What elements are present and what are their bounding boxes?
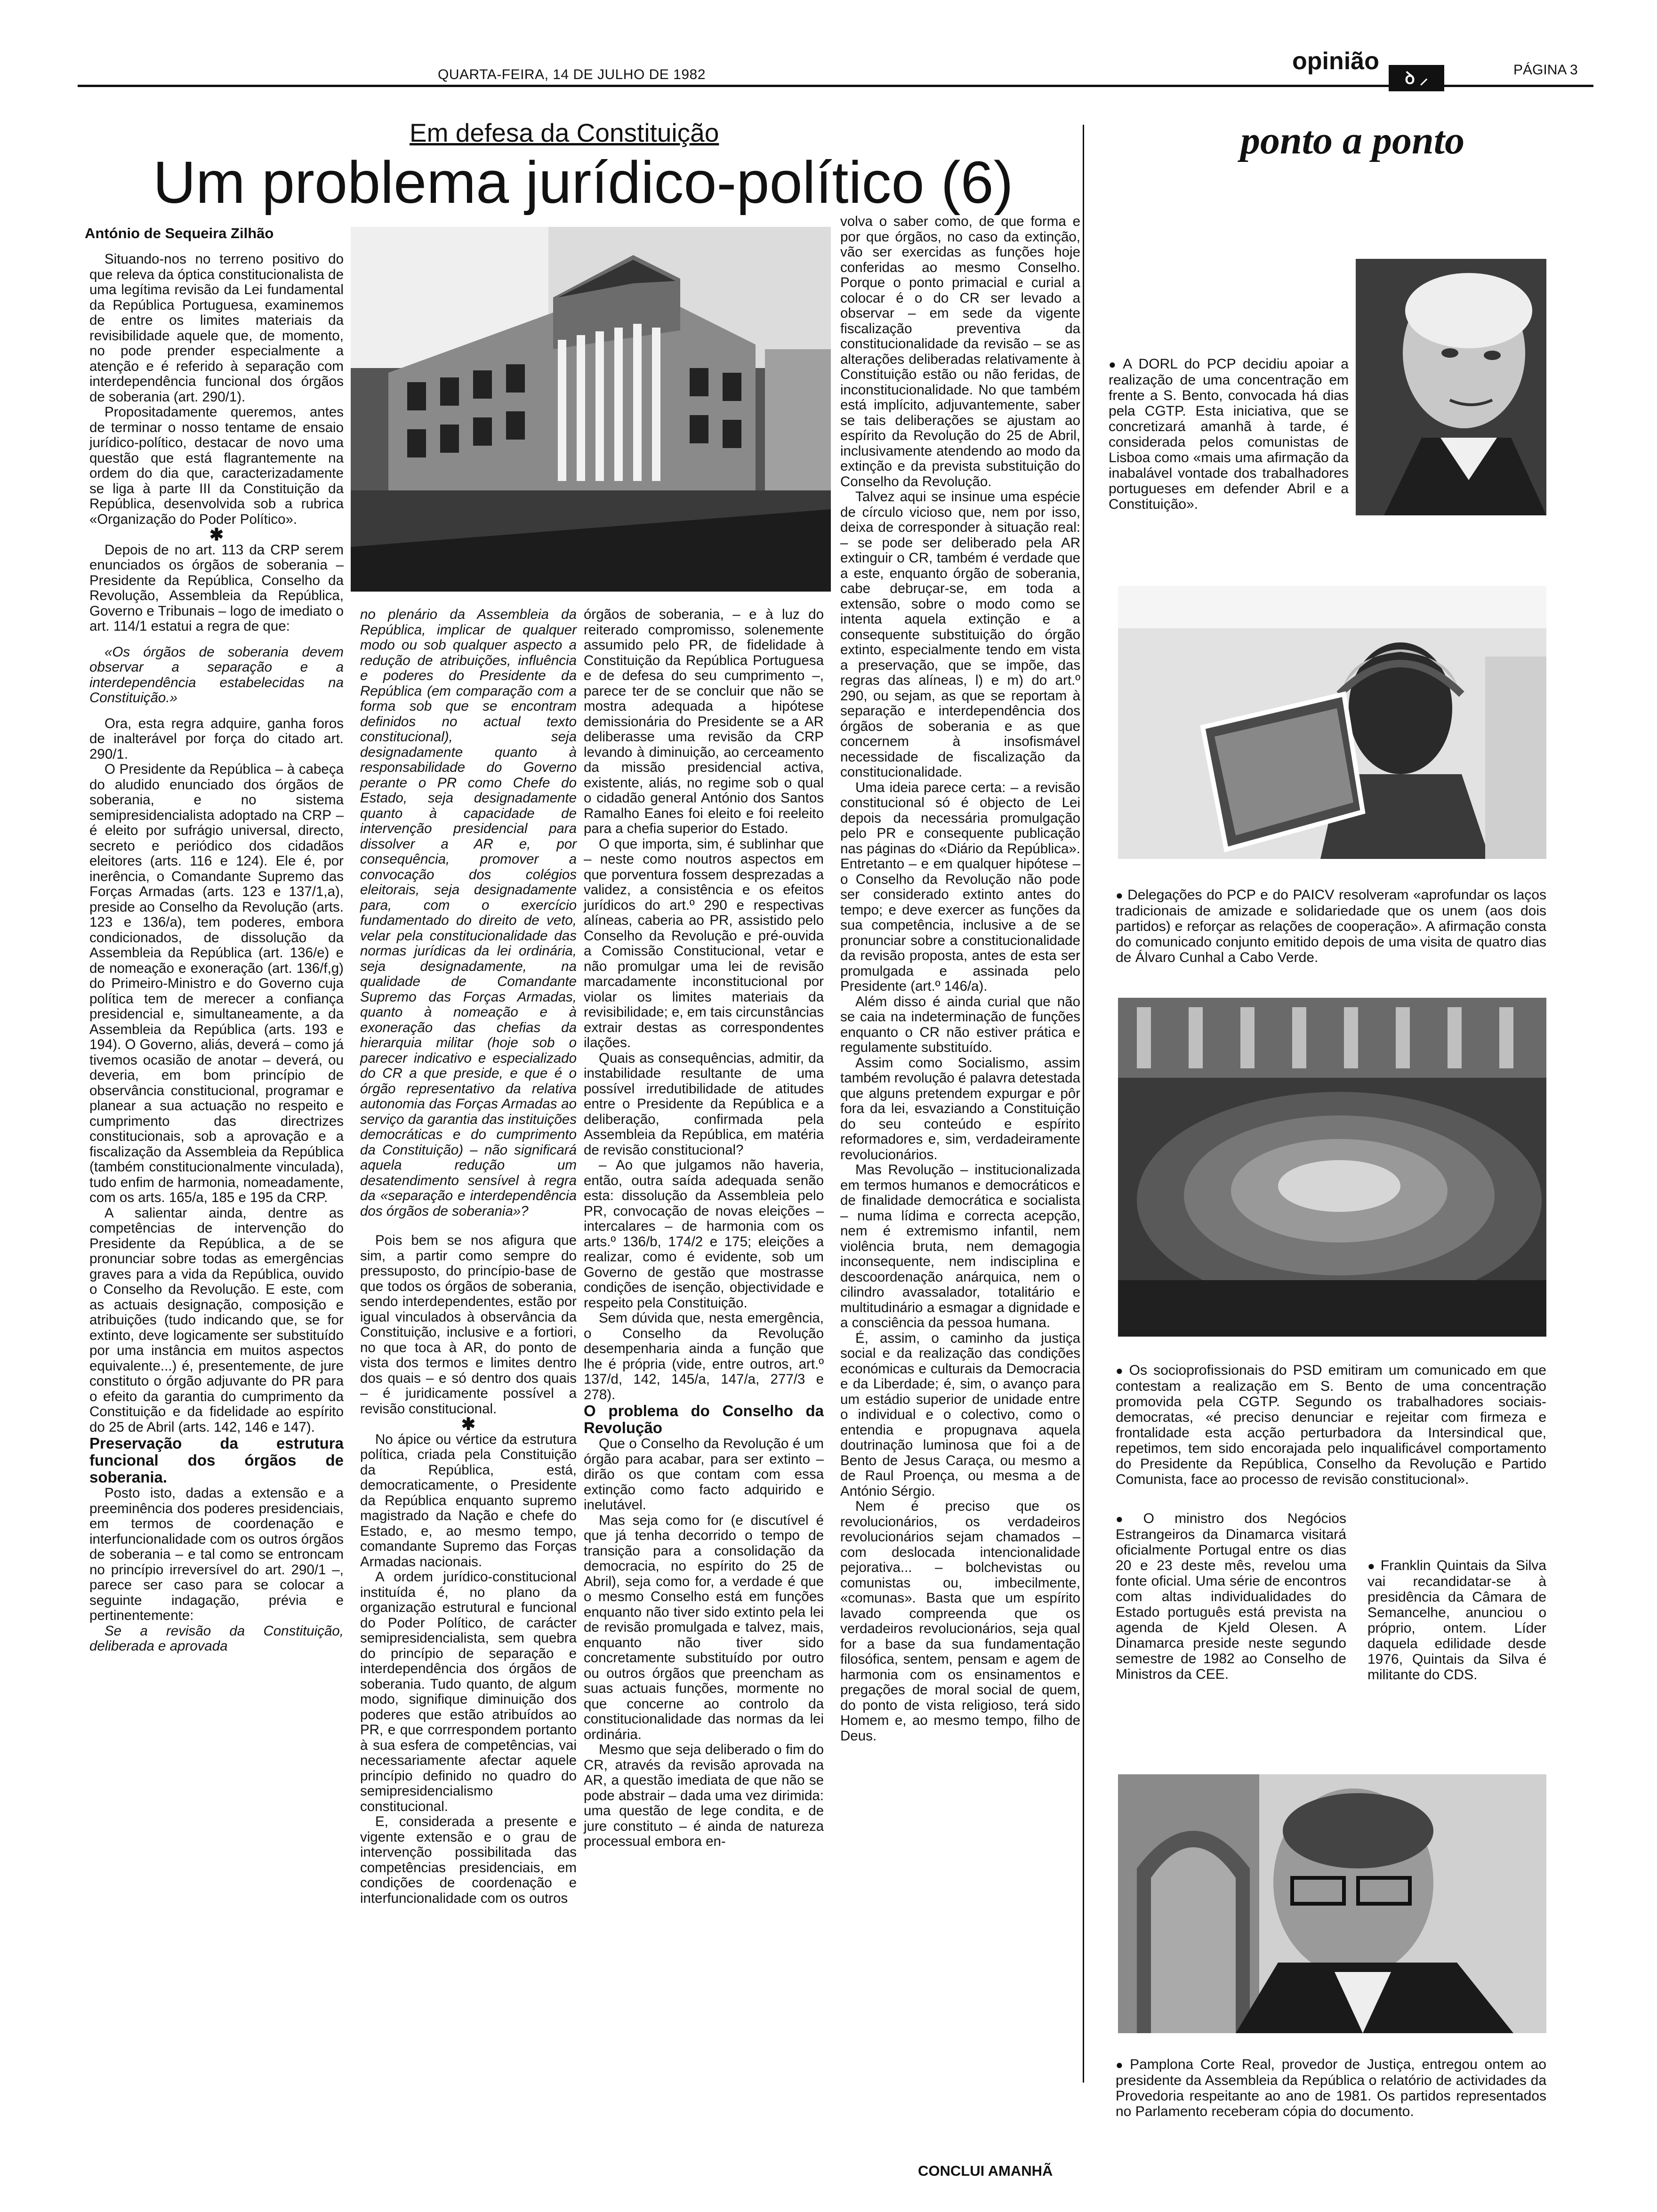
paragraph: A ordem jurídico-constitucional instituída é, no plano da organização estrutural e funcional do Poder Político, de carácter semipresidencialista, sem quebra do princípio de separação e interdependência dos órgãos de soberania. Tudo quanto, de algum modo, signifique diminuição dos poderes que estão atribuídos ao PR, e que corrrespondem portanto à sua esfera de competências, vai necessariamente afectar aquele princípio definido no quadro do semipresidencialismo constitucional.: [360, 1569, 577, 1814]
paragraph: É, assim, o caminho da justiça social e da realização das condições económicas e culturais da Democracia e da Liberdade; é, sim, o avanço para um estádio superior de unidade entre o individual e o colectivo, como o entendia e propugnava aquela doutrinação luminosa que foi a de Bento de Jesus Caraça, ou mesmo a de Raul Proença, ou mesma a de António Sérgio.: [840, 1330, 1080, 1499]
masthead-rule: [78, 85, 1593, 87]
paragraph: – Ao que julgamos não haveria, então, outra saída adequada senão esta: dissolução da Assembleia pelo PR, convocação de novas eleições – intercalares – de harmonia com os arts.º 136/b, 174/2 e 175; eleições a realizar, como é evidente, sob um Governo de gestão que mostrasse condições de isenção, objectividade e respeito pela Constituição.: [584, 1157, 824, 1311]
separator-star: ✱: [461, 1414, 476, 1434]
paragraph: no plenário da Assembleia da República, implicar de qualquer modo ou sob qualquer aspecto a redução de atribuições, influência e poderes do Presidente da República (em comparação com a forma sob que se encontram definidos no actual texto constitucional), seja designadamente quanto à responsabilidade do Governo perante o PR como Chefe do Estado, seja designadamente quanto à capacidade de intervenção presidencial para dissolver a AR e, por consequência, promover a convocação dos colégios eleitorais, seja designadamente para, com o exercício fundamentado do direito de veto, velar pela constitucionalidade das normas jurídicas da lei ordinária, seja designadamente, na qualidade de Comandante Supremo das Forças Armadas, quanto à nomeação e à exoneração das chefias da hierarquia militar (hoje sob o parecer indicativo e especializado do CR a que preside, e que é o órgão representativo da relativa autonomia das Forças Armadas ao serviço da garantia das instituições democráticas e do cumprimento da Constituição) – não significará aquela redução um desatendimento sensível à regra da «separação e interdependência dos órgãos de soberania»?: [360, 607, 577, 1219]
article-column-2: [360, 607, 577, 2196]
sidebar-divider: [1083, 125, 1084, 2083]
bullet-icon: ●: [1109, 357, 1119, 371]
page-number: PÁGINA 3: [1513, 62, 1578, 78]
sidebar-item-2: [1116, 887, 1546, 967]
paragraph: Mas seja como for (e discutível é que já tenha decorrido o tempo de transição para a consolidação da democracia, no espírito do 25 de Abril), seja como for, a verdade é que o mesmo Conselho está em funções enquanto não tiver sido extinto pela lei de revisão promulgada e talvez, mais, enquanto não tiver sido concretamente substituído por outro ou outros órgãos que preencham as suas actuais funções, mormente no que concerne ao controlo da constitucionalidade das normas da lei ordinária.: [584, 1512, 824, 1742]
paragraph: O Presidente da República – à cabeça do aludido enunciado dos órgãos de soberania, e no sistema semipresidencialista adoptado na CRP – é eleito por sufrágio universal, directo, secreto e periódico dos cidadãos eleitores (arts. 116 e 124). Ele é, por inerência, o Comandante Supremo das Forças Armadas (arts. 123 e 137/1,a), preside ao Conselho da Revolução (arts. 123 e 136/a), tem poderes, embora condicionados, de dissolução da Assembleia da República (art. 136/e) e de nomeação e exoneração (art. 136/f,g) do Primeiro-Ministro e do Governo cuja política tem de merecer a confiança presidencial e, simultaneamente, a da Assembleia da República (arts. 193 e 194). O Governo, aliás, deverá – como já tivemos ocasião de anotar – deverá, ou deveria, em bom princípio de observância constitucional, programar e planear a sua actuação no respeito e cumprimento das directrizes constitucionais, sob a aprovação e a fiscalização da Assembleia da República (também constitucionalmente vinculada), tudo enfim de harmonia, nomeadamente, com os arts. 165/a, 185 e 195 da CRP.: [89, 761, 344, 1205]
sidebar-item-text: A DORL do PCP decidiu apoiar a realização de uma concentração em frente a S. Bento, convocada há dias pela CGTP. Esta iniciativa, que se concretizará amanhã à tarde, é considerada pelos comunistas de Lisboa como «mais uma afirmação da inabalável vontade dos trabalhadores portugueses em defender Abril e a Constituição».: [1109, 356, 1349, 512]
article-author: António de Sequeira Zilhão: [85, 225, 274, 241]
paragraph: Ora, esta regra adquire, ganha foros de inalterável por força do citado art. 290/1.: [89, 715, 344, 762]
bullet-icon: ●: [1116, 2058, 1126, 2072]
paragraph: Depois de no art. 113 da CRP serem enunciados os órgãos de soberania – Presidente da República, Conselho da Revolução, Assembleia da República, Governo e Tribunais – logo de imediato o art. 114/1 estatui a regra de que:: [89, 542, 344, 634]
subheading: O problema do Conselho da Revolução: [584, 1402, 824, 1436]
section-label: opinião: [1292, 48, 1379, 75]
paragraph: Mesmo que seja deliberado o fim do CR, através da revisão aprovada na AR, a questão imediata de que não se pode abstrair – dada uma vez dirimida: uma questão de lege condita, e de jure constituto – é ainda de natureza processual embora en-: [584, 1742, 824, 1849]
paragraph: Situando-nos no terreno positivo do que releva da óptica constitucionalista de uma legítima revisão da Lei fundamental da República Portuguesa, examinemos de entre os limites materiais da revisibilidade aquele que, de momento, no pode prender especialmente a atenção e é referido à separação com interdependência funcional dos órgãos de soberania (art. 290/1).: [89, 251, 344, 405]
section-logo: ꝺ ⸝: [1389, 65, 1444, 91]
paragraph: volva o saber como, de que forma e por que órgãos, no caso da extinção, vão ser exercidas as funções hoje conferidas ao mesmo Conselho. Porque o ponto primacial e curial a colocar é o do CR ser levado a observar – em sede da vigente fiscalização preventiva da constitucionalidade da revisão – se as alterações deliberadas relativamente à Constituição estão ou não feridas, de inconstitucionalidade. No que também está implícito, adjuvantemente, saber se tais deliberações se ajustam ao espírito da Revolução do 25 de Abril, inclusivamente atendendo ao modo da extinção e da prevista substituição do Conselho da Revolução.: [840, 214, 1080, 489]
masthead-date: QUARTA-FEIRA, 14 DE JULHO DE 1982: [438, 67, 706, 82]
paragraph: Uma ideia parece certa: – a revisão constitucional só é objecto de Lei depois da necessária promulgação pelo PR e consequente publicação nas páginas do «Diário da República». Entretanto – e em qualquer hipótese – o Conselho da Revolução não pode ser considerado extinto antes do tempo; e deve exercer as funções da sua competência, inclusive a de se pronunciar sobre a constitucionalidade da revisão proposta, antes de esta ser promulgada e assinada pelo Presidente (art.º 146/a).: [840, 779, 1080, 994]
sidebar-item-3: [1116, 1362, 1546, 1487]
sidebar-item-text: Os socioprofissionais do PSD emitiram um comunicado em que contestam a realização em S. Bento de uma concentração promovida pela CGTP. Segundo os trabalhadores sociais-democratas, «é preciso denunciar e rejeitar com firmeza e frontalidade esta acção perturbadora da Intersindical que, repetimos, tem sido encorajada pelo inqualificável comportamento do Presidente da República, Conselho da Revolução e Partido Comunista, face ao processo de revisão constitucional».: [1116, 1362, 1546, 1487]
paragraph: O que importa, sim, é sublinhar que – neste como noutros aspectos em que porventura fossem desprezadas a validez, a consistência e os efeitos jurídicos do art.º 290 e respectivas alíneas, caberia ao PR, assistido pelo Conselho da Revolução e pré-ouvida a Comissão Constitucional, vetar e não promulgar uma lei de revisão marcadamente inconstitucional por violar os limites materiais da revisibilidade; e, em tais circunstâncias extrair destas as correspondentes ilações.: [584, 836, 824, 1050]
sidebar-photo-woman: [1356, 259, 1546, 515]
article-column-1: [89, 252, 344, 2196]
bullet-icon: ●: [1367, 1559, 1377, 1573]
article-column-4: [840, 214, 1080, 2134]
paragraph: Nem é preciso que os revolucionários, os verdadeiros revolucionários sejam chamados – com deslocada intencionalidade pejorativa... – bolchevistas ou comunistas ou, imbecilmente, «comunas». Basta que um espírito lavado compreenda que os verdadeiros revolucionários, seja qual for a base da sua fundamentação filosófica, sentem, pensam e agem de harmonia com os ensinamentos e pregações de moral social de quem, do ponto de vista religioso, terá sido Homem e, ao mesmo tempo, filho de Deus.: [840, 1499, 1080, 1744]
paragraph: Se a revisão da Constituição, deliberada e aprovada: [89, 1623, 344, 1654]
sidebar-item-text: O ministro dos Negócios Estrangeiros da Dinamarca visitará oficialmente Portugal entre os dias 20 e 23 deste mês, revelou uma fonte oficial. Uma série de encontros com altas individualidades do Estado português está prevista na agenda de Kjeld Olesen. A Dinamarca preside neste segundo semestre de 1982 ao Conselho de Ministros da CEE.: [1116, 1511, 1346, 1682]
paragraph: Propositadamente queremos, antes de terminar o nosso tentame de ensaio jurídico-político, destacar de novo uma questão que está flagrantemente na ordem do dia que, caracterizadamente se liga à parte III da Constituição da República, desenvolvida sob a rubrica «Organização do Poder Político».: [89, 404, 344, 527]
paragraph: A salientar ainda, dentre as competências de intervenção do Presidente da República, a de se pronunciar sobre todas as emergências graves para a vida da República, ouvido o Conselho da Revolução. E este, com as actuais designação, composição e atribuições (tudo indicando que, se for extinto, deve logicamente ser substituído por uma instância em muitos aspectos equivalente...) é, presentemente, de jure constituto o órgão adjuvante do PR para o efeito da garantia do cumprimento da Constituição e da fidelidade ao espírito do 25 de Abril (arts. 142, 146 e 147).: [89, 1205, 344, 1435]
bullet-icon: ●: [1116, 1363, 1126, 1378]
sidebar-item-4: [1116, 1511, 1346, 1774]
sidebar-title: ponto a ponto: [1240, 119, 1465, 162]
sidebar-photo-delegation: [1118, 586, 1546, 859]
article-column-3: [584, 607, 824, 2196]
sidebar-item-text: Delegações do PCP e do PAICV resolveram «aprofundar os laços tradicionais de amizade e solidariedade que os unem (aos dois partidos) e reforçar as relações de cooperação». A afirmação consta do comunicado conjunto emitido depois de uma visita de quatro dias de Álvaro Cunhal a Cabo Verde.: [1116, 887, 1546, 965]
paragraph: Talvez aqui se insinue uma espécie de círculo vicioso que, nem por isso, deixa de corresponder à situação real: – se pode ser deliberado pela AR extinguir o CR, também é verdade que a este, enquanto órgão de soberania, cabe debruçar-se, em toda a extensão, sobre o modo como se intenta aquela extinção e a consequente substituição do órgão extinto, especialmente tendo em vista a preservação, que se impõe, das regras das alíneas, l) e m) do art.º 290, ou sejam, as que se reportam à separação e interdependência dos órgãos de soberania e as que concernem à insofismável necessidade de fiscalização da constitucionalidade.: [840, 489, 1080, 780]
paragraph: E, considerada a presente e vigente extensão e o grau de intervenção possibilitada das competências presidenciais, em condições de coordenação e interfuncionalidade com os outros: [360, 1814, 577, 1906]
paragraph: órgãos de soberania, – e à luz do reiterado compromisso, solenemente assumido pelo PR, de fidelidade à Constituição da República Portuguesa e de defesa do seu cumprimento –, parece ter de se concluir que não se mostra adequada a hipótese demissionária do Presidente se a AR deliberasse uma revisão da CRP levando à diminuição, ao cerceamento da missão presidencial activa, existente, aliás, no regime sob o qual o cidadão general António dos Santos Ramalho Eanes foi eleito e foi reeleito para a chefia superior do Estado.: [584, 607, 824, 836]
article-title: Um problema jurídico-político (6): [153, 149, 1014, 216]
paragraph: Além disso é ainda curial que não se caia na indeterminação de funções enquanto o CR não estiver prática e regulamente substituído.: [840, 994, 1080, 1055]
sidebar-photo-pamplona: [1118, 1774, 1546, 2033]
separator-star: ✱: [209, 525, 224, 544]
bullet-icon: ●: [1116, 888, 1124, 902]
continued-note: CONCLUI AMANHÃ: [918, 2163, 1053, 2179]
paragraph: Que o Conselho da Revolução é um órgão para acabar, para ser extinto – dirão os que contam com essa extinção como facto adquirido e inelutável.: [584, 1436, 824, 1513]
subheading: Preservação da estrutura funcional dos órgãos de soberania.: [89, 1435, 344, 1486]
sidebar-item-6: [1116, 2057, 1546, 2151]
paragraph: Pois bem se nos afigura que sim, a partir como sempre do pressuposto, do princípio-base de que todos os órgãos de soberania, sendo interdependentes, estão por igual vinculados à observância da Constituição, inclusive e a fortiori, no que toca à AR, do ponto de vista dos termos e limites dentro dos quais – e só dentro dos quais – é juridicamente possível a revisão constitucional.: [360, 1233, 577, 1417]
sidebar-item-text: Franklin Quintais da Silva vai recandidatar-se à presidência da Câmara de Semancelhe, anunciou o próprio, ontem. Líder daquela edilidade desde 1976, Quintais da Silva é militante do CDS.: [1367, 1558, 1546, 1683]
paragraph: No ápice ou vértice da estrutura política, criada pela Constituição da República, está, democraticamente, o Presidente da República enquanto supremo magistrado da Nação e chefe do Estado, e, ao mesmo tempo, comandante Supremo das Forças Armadas nacionais.: [360, 1431, 577, 1570]
bullet-icon: ●: [1116, 1512, 1140, 1526]
article-kicker: Em defesa da Constituição: [410, 118, 719, 147]
article-photo-building: [351, 227, 831, 592]
quote-paragraph: «Os órgãos de soberania devem observar a separação e a interdependência estabelecidas na Constituição.»: [89, 644, 344, 705]
sidebar-item-1: [1109, 356, 1349, 554]
paragraph: Quais as consequências, admitir, da instabilidade resultante de uma possível irredutibilidade de atitudes entre o Presidente da República e a deliberação, confirmada pela Assembleia da República, em matéria de revisão constitucional?: [584, 1050, 824, 1158]
sidebar-item-5: [1367, 1558, 1546, 1770]
paragraph: Sem dúvida que, nesta emergência, o Conselho da Revolução desempenharia ainda a função que lhe é própria (vide, entre outros, art.º 137/d, 142, 145/a, 147/a, 277/3 e 278).: [584, 1310, 824, 1403]
sidebar-item-text: Pamplona Corte Real, provedor de Justiça, entregou ontem ao presidente da Assembleia da República o relatório de actividades da Provedoria respeitante ao ano de 1981. Os partidos representados no Parlamento receberam cópia do documento.: [1116, 2057, 1546, 2119]
paragraph: Assim como Socialismo, assim também revolução é palavra detestada que alguns pretendem expurgar e pôr fora da lei, esvaziando a Constituição do seu conteúdo e espírito reformadores e, sim, verdadeiramente revolucionários.: [840, 1055, 1080, 1162]
sidebar-photo-parliament: [1118, 998, 1546, 1337]
paragraph: Posto isto, dadas a extensão e a preeminência dos poderes presidenciais, em termos de coordenação e interfuncionalidade com os outros órgãos de soberania – e tal como se entroncam no princípio irreversível do art. 290/1 –, parece ser caso para se colocar a seguinte indagação, prévia e pertinentemente:: [89, 1485, 344, 1623]
paragraph: Mas Revolução – institucionalizada em termos humanos e democráticos e de finalidade democrática e socialista – numa lídima e correcta acepção, nem é extremismo infantil, nem violência bruta, nem demagogia inconsequente, nem indisciplina e descoordenação anárquica, nem o cilindro avassalador, totalitário e multitudinário a esmagar a dignidade e a consciência da pessoa humana.: [840, 1162, 1080, 1330]
